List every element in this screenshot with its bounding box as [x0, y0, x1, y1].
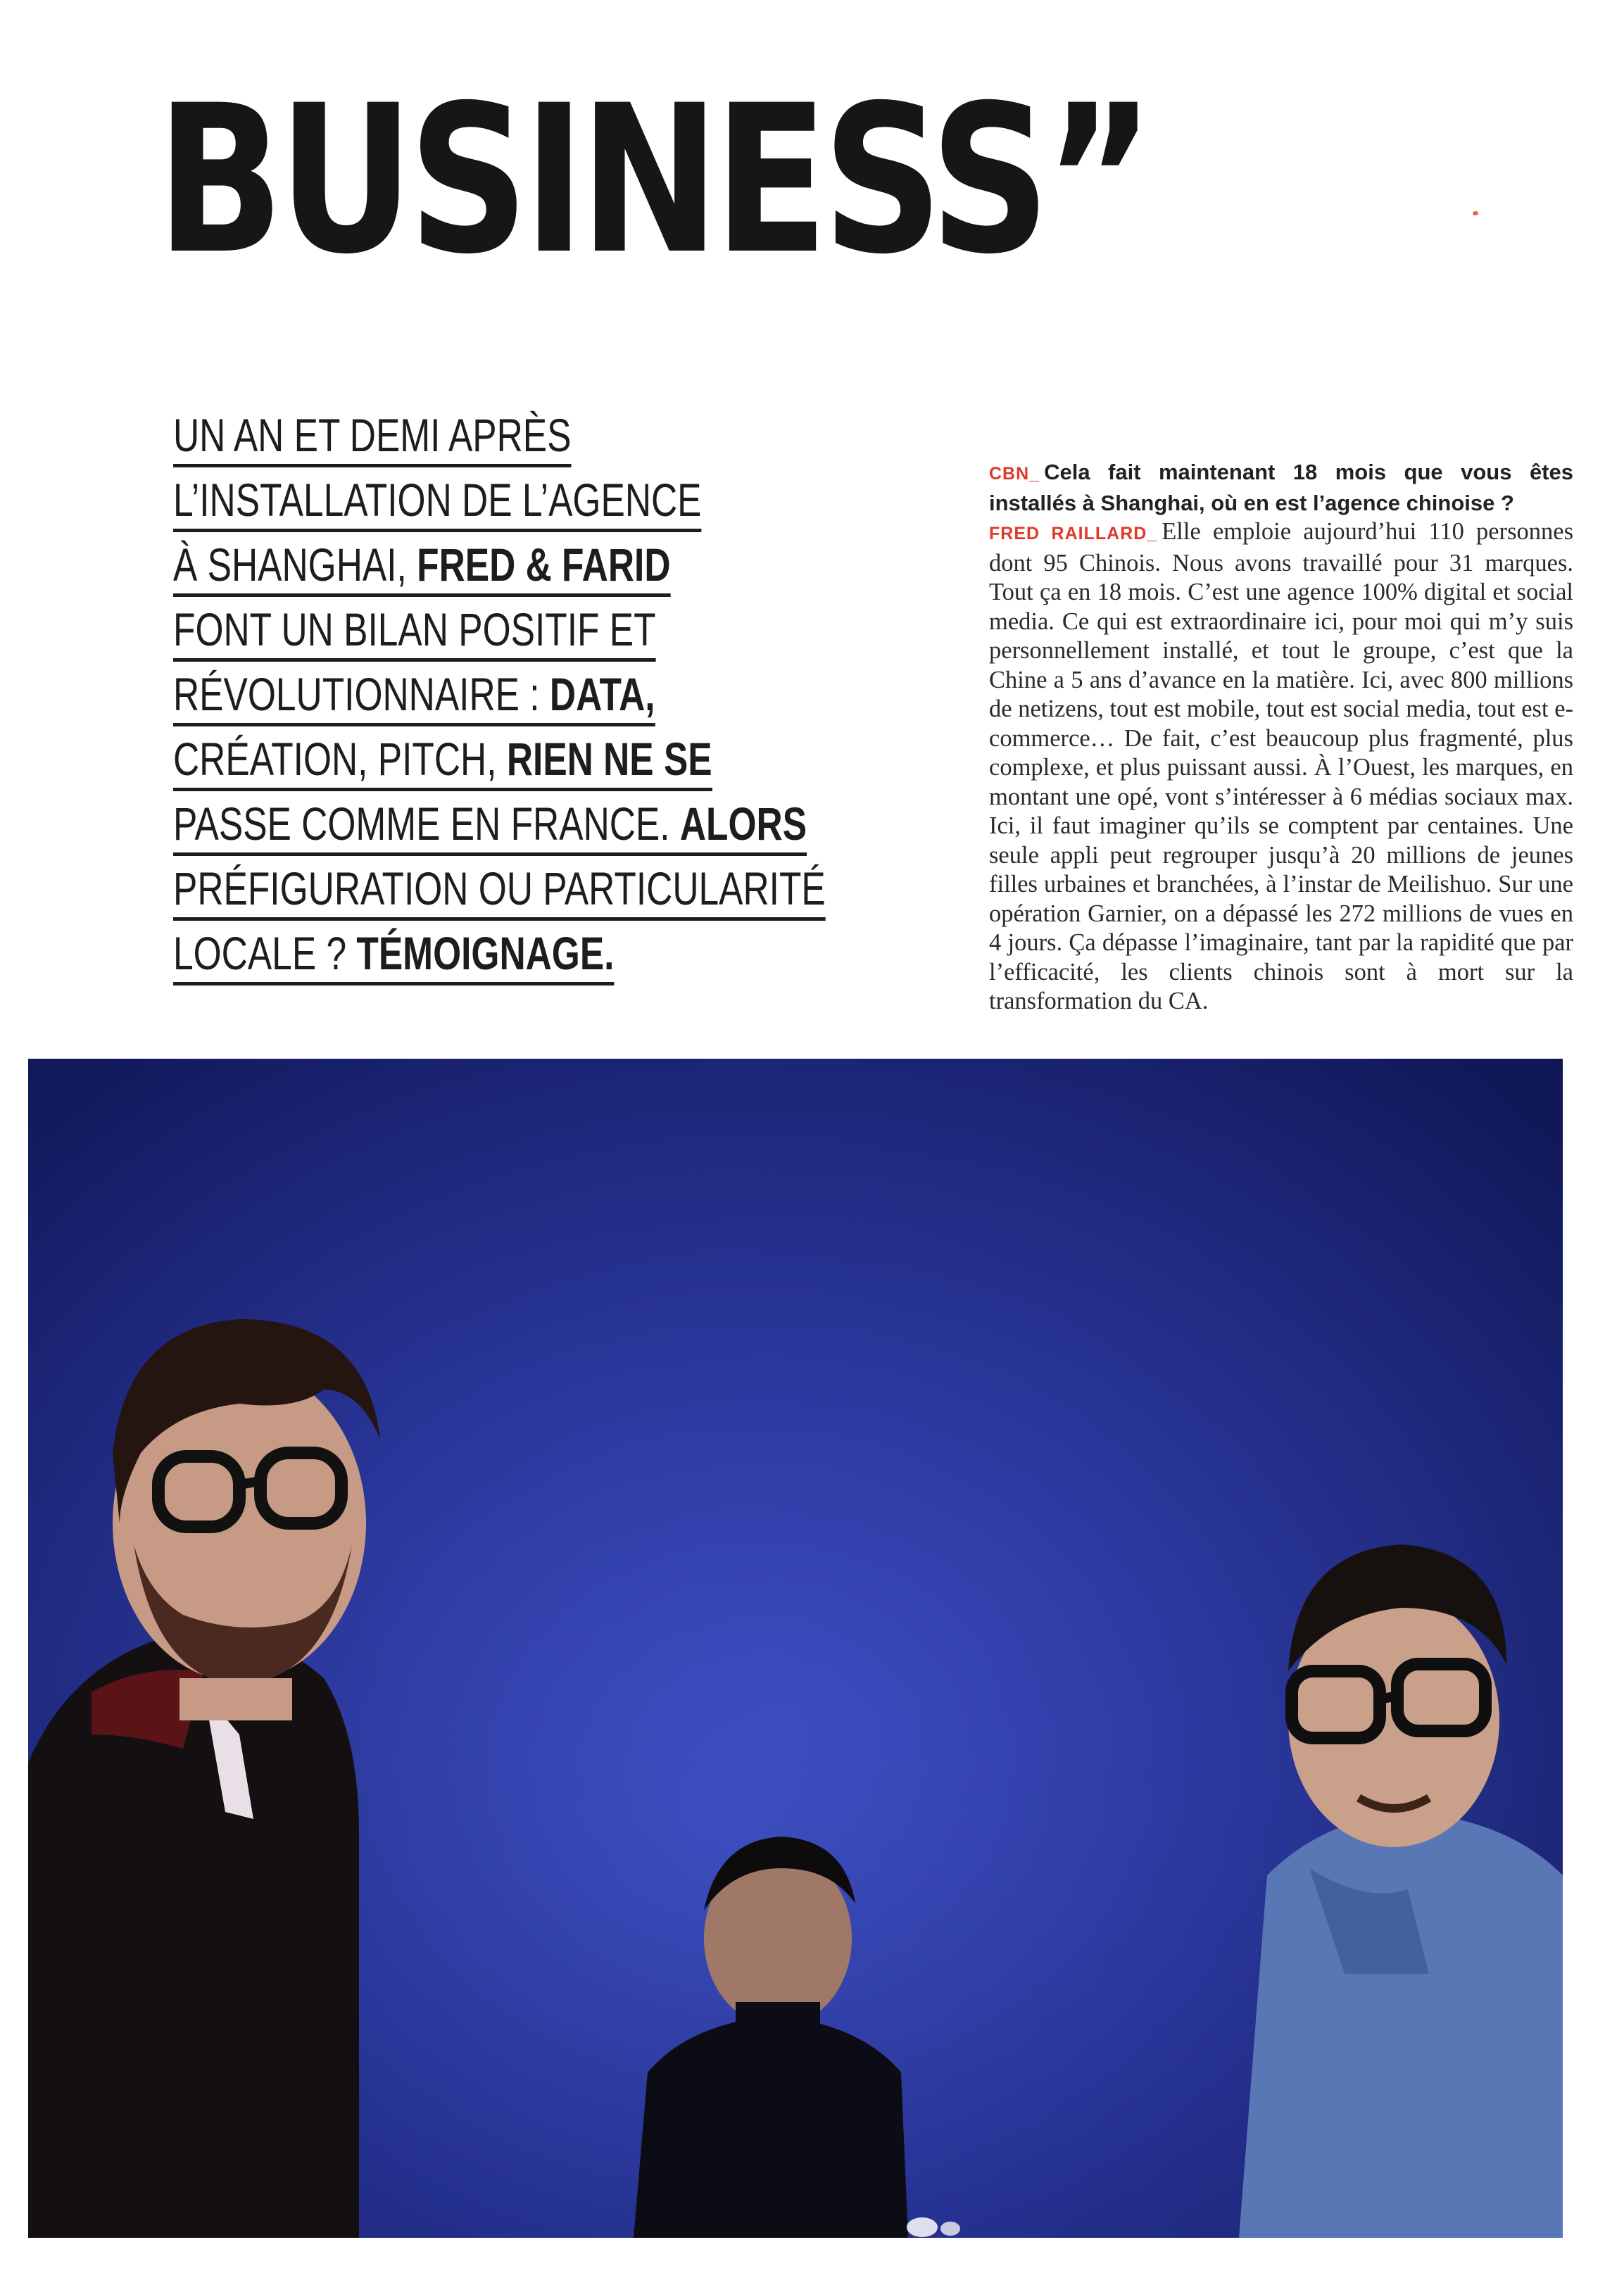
- question-text: Cela fait maintenant 18 mois que vous êtes installés à Shanghai, où en est l’agence chinoise ?: [989, 460, 1573, 515]
- answer-text: Elle emploie aujourd’hui 110 personnes dont 95 Chinois. Nous avons travaillé pour 31 marques. Tout ça en 18 mois. C’est une agence 100% digital et social media. Ce qui est extraordinaire ici, pour moi qui m’y suis personnellement installé, et tout le groupe, c’est que la Chine a 5 ans d’avance en la matière. Ici, avec 800 millions de netizens, tout est mobile, tout est social media, tout est e-commerce… De fait, c’est beaucoup plus fragmenté, plus complexe, et plus puissant aussi. À l’Ouest, les marques, en montant une opé, vont s’intéresser à 6 médias sociaux max. Ici, il faut imaginer qu’ils se comptent par centaines. Une seule appli peut regrouper jusqu’à 20 millions de jeunes filles urbaines et branchées, à l’instar de Meilishuo. Sur une opération Garnier, on a dépassé les 272 millions de vues en 4 jours. Ça dépasse l’imaginaire, tant par la rapidité que par l’efficacité, les clients chinois sont à mort sur la transformation du CA.: [989, 518, 1573, 1014]
- intro-line-text: [173, 862, 826, 921]
- intro-line: [173, 403, 755, 467]
- intro-segment: À SHANGHAI,: [173, 539, 417, 591]
- question-speaker: CBN_: [989, 464, 1040, 484]
- intro-emphasis: FRED & FARID: [417, 539, 671, 591]
- intro-segment: CRÉATION, PITCH,: [173, 733, 507, 785]
- intro-emphasis: ALORS: [679, 798, 807, 850]
- intro-line: [173, 597, 755, 662]
- intro-segment: RÉVOLUTIONNAIRE :: [173, 668, 550, 720]
- intro-line: [173, 921, 755, 986]
- interview-column: [989, 458, 1573, 1016]
- intro-line: [173, 856, 826, 921]
- intro-segment: LOCALE ?: [173, 927, 357, 979]
- intro-line-text: [173, 733, 712, 791]
- intro-emphasis: TÉMOIGNAGE.: [356, 927, 615, 979]
- intro-segment: PRÉFIGURATION OU PARTICULARITÉ: [173, 862, 826, 914]
- intro-emphasis: DATA,: [549, 668, 655, 720]
- headline: BUSINESS”: [156, 62, 1149, 299]
- intro-line-text: [173, 798, 807, 856]
- intro-line-text: [173, 539, 670, 597]
- intro-line-text: [173, 668, 655, 726]
- portrait-photo: [28, 1059, 1563, 2238]
- intro-line-text: [173, 474, 702, 532]
- intro-lede: [173, 403, 919, 986]
- intro-segment: L’INSTALLATION DE L’AGENCE: [173, 474, 702, 526]
- answer-speaker: FRED RAILLARD_: [989, 524, 1158, 543]
- intro-line-text: [173, 603, 656, 662]
- intro-line: [173, 791, 807, 856]
- intro-line-text: [173, 927, 614, 986]
- intro-segment: PASSE COMME EN FRANCE.: [173, 798, 680, 850]
- intro-segment: FONT UN BILAN POSITIF ET: [173, 603, 656, 655]
- interview-answer: [989, 517, 1573, 1016]
- intro-line: [173, 662, 755, 726]
- intro-segment: UN AN ET DEMI APRÈS: [173, 409, 572, 461]
- print-speck: [1473, 211, 1478, 215]
- intro-line: [173, 726, 755, 791]
- intro-emphasis: RIEN NE SE: [506, 733, 712, 785]
- intro-line: [173, 467, 755, 532]
- photo-illustration: [28, 1059, 1563, 2238]
- intro-line: [173, 532, 755, 597]
- intro-line-text: [173, 409, 571, 467]
- interview-question: [989, 458, 1573, 517]
